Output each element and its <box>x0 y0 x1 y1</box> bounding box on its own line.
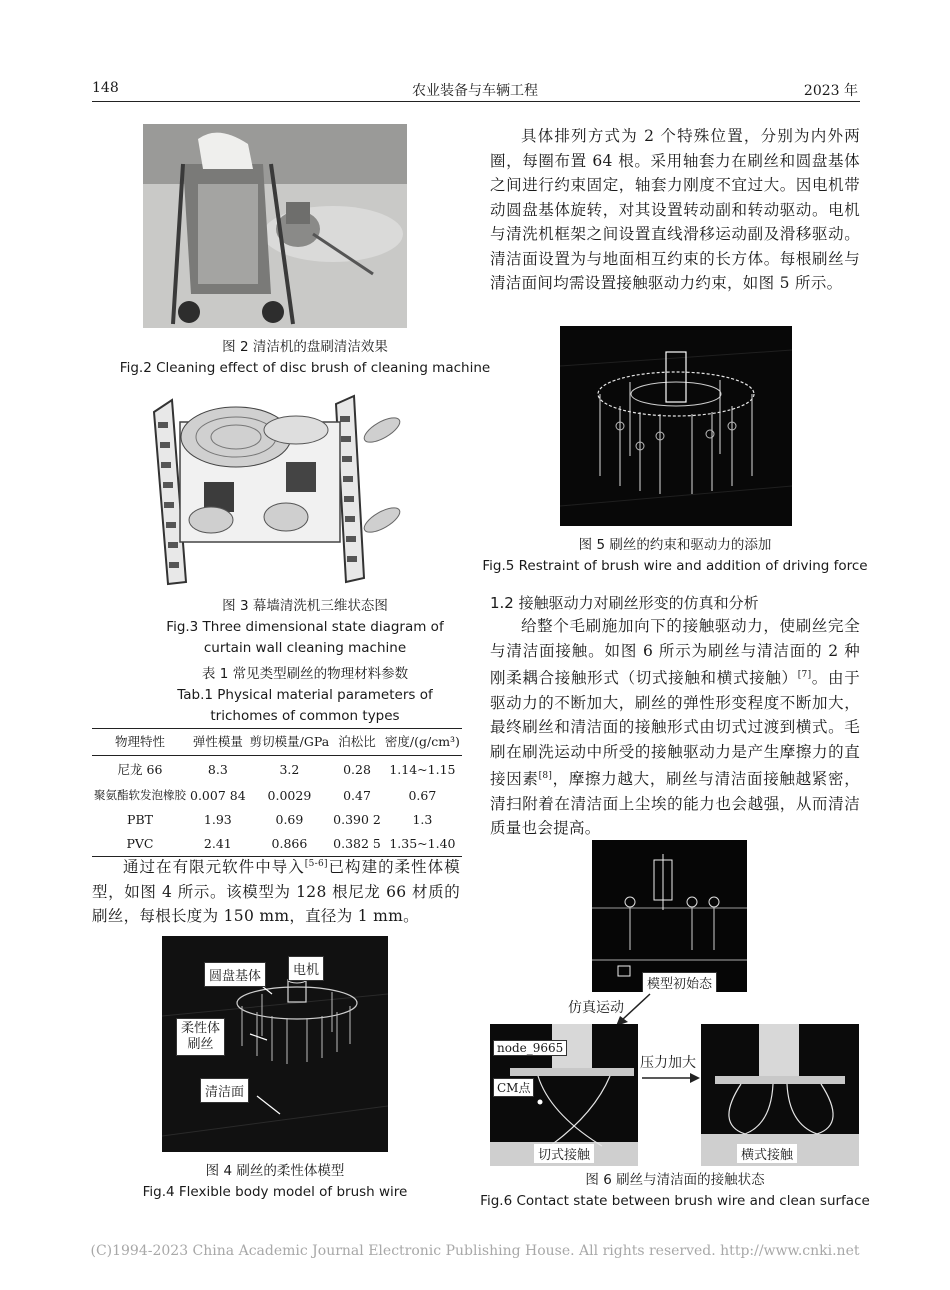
table-cell: 0.47 <box>343 787 371 803</box>
table-header: 密度/(g/cm³) <box>383 729 462 756</box>
journal-year: 2023 年 <box>803 83 858 99</box>
fig6-initial-state <box>592 840 747 992</box>
fig6-caption-en: Fig.6 Contact state between brush wire and clean surface <box>480 1193 870 1209</box>
label-sim-motion: 仿真运动 <box>568 1000 624 1016</box>
label-disc-base: 圆盘基体 <box>204 962 266 987</box>
journal-title: 农业装备与车辆工程 <box>412 83 538 99</box>
table-row <box>92 808 462 832</box>
curtain-wall-machine-render <box>146 392 404 586</box>
label-node: node_9665 <box>493 1040 567 1056</box>
table1-caption-cn: 表 1 常见类型刷丝的物理材料参数 <box>201 666 409 682</box>
citation: [5-6] <box>304 859 328 869</box>
table-cell: 0.866 <box>248 832 332 857</box>
fig4-caption-cn: 图 4 刷丝的柔性体模型 <box>205 1163 345 1179</box>
table-cell: 2.41 <box>188 832 248 857</box>
table-cell: 1.14~1.15 <box>389 761 456 777</box>
table-cell: 1.93 <box>203 812 232 827</box>
table-cell: 聚氨酯软发泡橡胶 <box>94 788 186 802</box>
fig4-caption-en: Fig.4 Flexible body model of brush wire <box>142 1184 408 1200</box>
label-tangent: 切式接触 <box>534 1144 594 1163</box>
arrow-down-icon <box>600 992 660 1028</box>
material-table <box>92 728 462 857</box>
right-p1: 具体排列方式为 2 个特殊位置，分别为内外两圈，每圈布置 64 根。采用轴套力在刷丝和圆盘基体之间进行约束固定，轴套力刚度不宜过大。因电机带动圆盘基体旋转，对其设置转动副和转动驱动。电机与清洗机框架之间设置直线滑移运动副及滑移驱动。清洁面设置为与地面相互约束的长方体。每根刷丝与清洁面间均需设置接触驱动力约束，如图 5 所示。 <box>490 127 860 292</box>
table-header: 泊松比 <box>331 729 383 756</box>
page-number: 148 <box>92 80 119 96</box>
label-motor: 电机 <box>288 956 324 981</box>
left-p1-b: 已构建的柔性体模型，如图 4 所示。该模型为 128 根尼龙 66 材质的刷丝，每根长度为 150 mm，直径为 1 mm。 <box>92 858 460 926</box>
table-cell: 0.69 <box>275 812 304 827</box>
table-cell: 0.390 2 <box>333 812 381 827</box>
table-cell: PBT <box>127 812 153 827</box>
right-paragraph-1 <box>490 124 860 296</box>
table-header: 剪切模量/GPa <box>248 729 332 756</box>
label-flex-2: 刷丝 <box>187 1037 214 1052</box>
label-flexible-wire <box>176 1018 225 1056</box>
fig5-image <box>560 326 792 526</box>
table-cell: 0.67 <box>408 787 437 803</box>
arrow-right-icon <box>640 1070 702 1086</box>
table-row <box>92 756 462 784</box>
fig3-caption-cn: 图 3 幕墙清洗机三维状态图 <box>222 598 388 614</box>
label-initial-state: 模型初始态 <box>642 972 717 992</box>
cleaning-machine-photo <box>143 124 407 328</box>
table-cell: 0.0029 <box>267 787 312 803</box>
table-cell: 0.007 84 <box>190 787 246 803</box>
table-cell: PVC <box>92 832 188 857</box>
table-cell: 1.3 <box>412 812 433 827</box>
table-cell: 1.35~1.40 <box>383 832 462 857</box>
brush-constraint-wireframe <box>560 326 792 526</box>
table-cell: 0.382 5 <box>331 832 383 857</box>
right-p2-b: 。由于驱动力的不断加大，刷丝的弹性形变程度不断加大，最终刷丝和清洁面的接触形式由切式过渡到横式。毛刷在刷洗运动中所受的接触驱动力是产生摩擦力的直接因素 <box>490 669 860 789</box>
fig6-caption-cn: 图 6 刷丝与清洁面的接触状态 <box>585 1172 765 1188</box>
fig3-caption-en-1: Fig.3 Three dimensional state diagram of <box>166 619 444 635</box>
table-row <box>92 783 462 808</box>
fig4-image <box>162 936 388 1152</box>
fig5-caption-en: Fig.5 Restraint of brush wire and addition of driving force <box>482 558 868 574</box>
left-p1-a: 通过在有限元软件中导入 <box>123 858 305 877</box>
table-header: 弹性模量 <box>188 729 248 756</box>
table-header-row <box>92 729 462 756</box>
fig6-horizontal-contact <box>701 1024 859 1166</box>
table1-caption-en-2: trichomes of common types <box>210 708 400 724</box>
table-cell: 尼龙 66 <box>117 762 163 777</box>
fig3-caption-en-2: curtain wall cleaning machine <box>203 640 407 656</box>
label-pressure: 压力加大 <box>640 1055 696 1071</box>
right-paragraph-2 <box>490 614 860 841</box>
fig2-caption-en: Fig.2 Cleaning effect of disc brush of cleaning machine <box>119 360 491 376</box>
fig5-caption-cn: 图 5 刷丝的约束和驱动力的添加 <box>578 537 772 553</box>
section-heading: 1.2 接触驱动力对刷丝形变的仿真和分析 <box>490 594 759 612</box>
fig2-photo <box>143 124 407 328</box>
copyright-footer: (C)1994-2023 China Academic Journal Electronic Publishing House. All rights reserved. http://www.cnki.net <box>90 1243 860 1259</box>
table-cell: 3.2 <box>279 761 300 777</box>
table-cell: 0.28 <box>343 761 371 777</box>
left-paragraph <box>92 852 460 929</box>
fig6-tangent-contact <box>490 1024 638 1166</box>
label-cm-point: CM点 <box>493 1078 534 1097</box>
fig2-caption-cn: 图 2 清洁机的盘刷清洁效果 <box>222 339 388 355</box>
label-clean-surface: 清洁面 <box>200 1078 249 1103</box>
label-flex-1: 柔性体 <box>181 1021 221 1036</box>
table1-caption-en-1: Tab.1 Physical material parameters of <box>177 687 433 703</box>
header-rule <box>92 101 860 102</box>
label-horizontal: 横式接触 <box>737 1144 797 1163</box>
right-p2-a: 给整个毛刷施加向下的接触驱动力，使刷丝完全与清洁面接触。如图 6 所示为刷丝与清洁面的 2 种刚柔耦合接触形式（切式接触和横式接触） <box>490 617 860 688</box>
right-p2-c: ，摩擦力越大，刷丝与清洁面接触越紧密，清扫附着在清洁面上尘埃的能力也会越强，从而清洁质量也会提高。 <box>490 770 860 838</box>
table1 <box>92 728 460 857</box>
fig3-render <box>146 392 404 586</box>
citation: [7] <box>797 670 812 680</box>
table-cell: 8.3 <box>207 761 228 777</box>
model-initial-wireframe <box>592 840 747 992</box>
citation: [8] <box>538 771 553 782</box>
table-header: 物理特性 <box>92 729 188 756</box>
